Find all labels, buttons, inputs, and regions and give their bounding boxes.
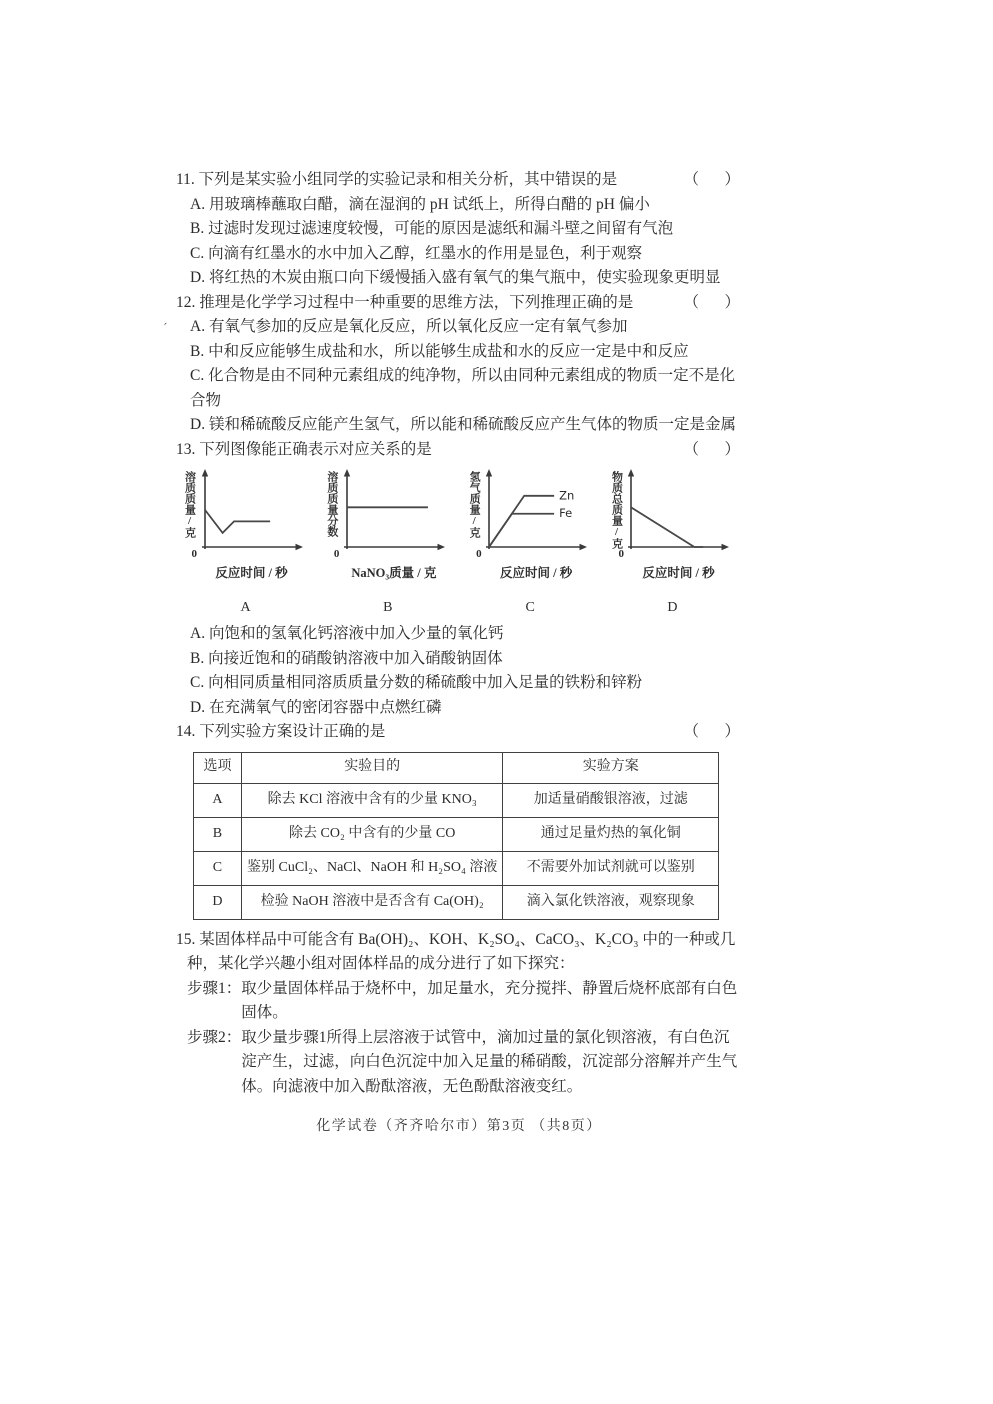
series-label-Zn: Zn (559, 488, 575, 503)
q14-row-a-option: A (194, 783, 242, 817)
q14-table-row-c (194, 851, 719, 885)
q13-graphs (176, 467, 742, 620)
q11-option-a: A. 用玻璃棒蘸取白醋，滴在湿润的 pH 试纸上，所得白醋的 pH 偏小 (190, 195, 650, 213)
graph-d-x-axis-label: 反应时间 / 秒 (642, 566, 715, 580)
q11-option-c: C. 向滴有红墨水的水中加入乙醇，红墨水的作用是显色，利于观察 (190, 244, 643, 262)
graph-d-y-axis-label: 物质总质量/克 (610, 471, 623, 549)
q14-header-plan: 实验方案 (503, 752, 719, 783)
graph-b-plot (338, 467, 450, 561)
question-15 (176, 928, 742, 1100)
graph-d-origin-label: 0 (618, 547, 624, 560)
q14-table-row-a (194, 783, 719, 817)
graph-c-plot (480, 467, 592, 561)
question-11-stem: 11. 下列是某实验小组同学的实验记录和相关分析，其中错误的是 (176, 171, 618, 188)
question-13 (176, 438, 742, 721)
q14-header-purpose: 实验目的 (241, 752, 503, 783)
scan-stray-mark: ˊ (162, 319, 170, 336)
question-15-stem: 15. 某固体样品中可能含有 Ba(OH)₂、KOH、K₂SO₄、CaCO₃、K₂CO₃ 中的一种或几种，某化学兴趣小组对固体样品的成分进行了如下探究： (176, 930, 736, 972)
question-11 (176, 168, 742, 291)
question-11-answer-bracket: （ ） (683, 171, 742, 188)
question-13-stem: 13. 下列图像能正确表示对应关系的是 (176, 440, 432, 458)
q13-option-d: D. 在充满氧气的密闭容器中点燃红磷 (190, 698, 442, 716)
q13-option-a: A. 向饱和的氢氧化钙溶液中加入少量的氧化钙 (190, 625, 504, 642)
q14-row-a-purpose: 除去 KCl 溶液中含有的少量 KNO₃ (241, 783, 503, 817)
q13-option-b: B. 向接近饱和的硝酸钠溶液中加入硝酸钠固体 (190, 649, 503, 667)
q12-option-d: D. 镁和稀硫酸反应能产生氢气，所以能和稀硫酸反应产生气体的物质一定是金属 (190, 416, 736, 433)
q14-table-row-b (194, 817, 719, 851)
q15-step-2-text: 取少量步骤1所得上层溶液于试管中，滴加过量的氯化钡溶液，有白色沉淀产生，过滤，向白色沉淀中加入足量的稀硝酸，沉淀部分溶解并产生气体。向滤液中加入酚酞溶液，无色酚酞溶液变红。 (241, 1028, 738, 1095)
graph-b-x-axis-label: NaNO₃质量 / 克 (351, 566, 437, 580)
page-content (162, 168, 742, 1140)
graph-c-letter: C (525, 599, 535, 615)
q14-header-option: 选项 (194, 752, 242, 783)
graph-b-origin-label: 0 (333, 547, 340, 560)
q12-option-b: B. 中和反应能够生成盐和水，所以能够生成盐和水的反应一定是中和反应 (190, 342, 689, 360)
q14-row-c-plan: 不需要外加试剂就可以鉴别 (503, 851, 719, 885)
graph-c-y-axis-label: 氢气质量/克 (468, 471, 481, 538)
graph-d-letter: D (667, 599, 678, 615)
question-12-answer-bracket: （ ） (683, 293, 742, 311)
q14-row-b-plan: 通过足量灼热的氧化铜 (503, 817, 719, 851)
series-label-Fe: Fe (559, 506, 573, 521)
graph-c-origin-label: 0 (476, 547, 482, 560)
graph-a-x-axis-label: 反应时间 / 秒 (215, 566, 288, 580)
q14-row-c-purpose: 鉴别 CuCl₂、NaCl、NaOH 和 H₂SO₄ 溶液 (241, 851, 503, 885)
question-14-answer-bracket: （ ） (683, 723, 742, 740)
graph-a-letter: A (240, 599, 251, 615)
q14-row-b-option: B (194, 817, 242, 851)
q12-option-c: C. 化合物是由不同种元素组成的纯净物，所以由同种元素组成的物质一定不是化合物 (190, 367, 736, 409)
q15-step-1 (176, 977, 742, 1026)
graph-a-origin-label: 0 (191, 547, 197, 560)
q14-row-d-plan: 滴入氯化铁溶液，观察现象 (503, 885, 719, 919)
q14-table-row-d (194, 885, 719, 919)
graph-b-y-axis-label: 溶质质量分数 (325, 471, 338, 537)
page-footer: 化学试卷（齐齐哈尔市）第3页 （共8页） (316, 1119, 602, 1134)
question-12 (162, 291, 742, 438)
graph-a (176, 467, 315, 620)
q14-row-d-purpose: 检验 NaOH 溶液中是否含有 Ca(OH)₂ (241, 885, 503, 919)
q15-step-1-text: 取少量固体样品于烧杯中，加足量水，充分搅拌、静置后烧杯底部有白色固体。 (241, 979, 738, 1021)
graph-a-y-axis-label: 溶质质量/克 (183, 471, 196, 538)
q15-step-2-label: 步骤2： (187, 1028, 242, 1046)
q15-step-1-label: 步骤1： (187, 979, 242, 997)
graph-d-plot (622, 467, 734, 561)
graph-b (318, 467, 457, 620)
q14-table (193, 752, 719, 920)
question-14 (176, 720, 742, 920)
q14-row-b-purpose: 除去 CO₂ 中含有的少量 CO (241, 817, 503, 851)
q14-row-d-option: D (194, 885, 242, 919)
q14-table-header-row (194, 752, 719, 783)
question-14-stem: 14. 下列实验方案设计正确的是 (176, 723, 386, 740)
q11-option-b: B. 过滤时发现过滤速度较慢，可能的原因是滤纸和漏斗壁之间留有气泡 (190, 220, 674, 237)
q12-option-a: A. 有氧气参加的反应是氧化反应，所以氧化反应一定有氧气参加 (190, 318, 628, 335)
question-12-stem: 12. 推理是化学学习过程中一种重要的思维方法，下列推理正确的是 (176, 293, 634, 311)
q13-option-c: C. 向相同质量相同溶质质量分数的稀硫酸中加入足量的铁粉和锌粉 (190, 674, 643, 691)
graph-a-plot (196, 467, 308, 561)
graph-c (461, 467, 600, 620)
graph-b-letter: B (383, 599, 393, 615)
q14-row-a-plan: 加适量硝酸银溶液，过滤 (503, 783, 719, 817)
q11-option-d: D. 将红热的木炭由瓶口向下缓慢插入盛有氧气的集气瓶中，使实验现象更明显 (190, 269, 721, 286)
question-13-answer-bracket: （ ） (683, 440, 742, 458)
q15-step-2 (176, 1026, 742, 1100)
graph-d (603, 467, 742, 620)
q14-row-c-option: C (194, 851, 242, 885)
graph-c-x-axis-label: 反应时间 / 秒 (500, 566, 573, 580)
